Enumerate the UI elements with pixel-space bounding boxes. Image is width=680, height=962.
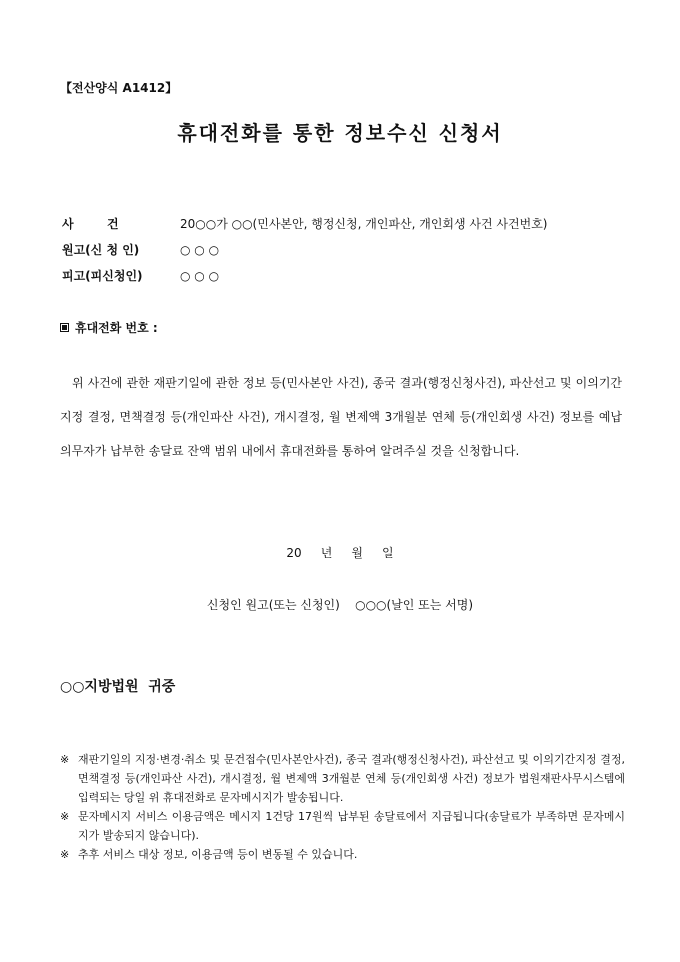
- note-item: [60, 807, 625, 845]
- notes-section: [60, 750, 625, 864]
- application-body: 위 사건에 관한 재판기일에 관한 정보 등(민사본안 사건), 종국 결과(행정신청사건), 파산선고 및 이의기간지정 결정, 면책결정 등(개인파산 사건), 개시결정, 월 변제액 3개월분 연체 등(개인회생 사건) 정보를 예납의무자가 납부한 송달료 잔액 범위 내에서 휴대전화를 통하여 알려주실 것을 신청합니다.: [60, 376, 622, 458]
- court-addressee: ○○지방법원 귀중: [60, 679, 176, 695]
- party-value: ○ ○ ○: [180, 269, 220, 283]
- note-text: 재판기일의 지정·변경·취소 및 문건접수(민사본안사건), 종국 결과(행정신청사건), 파산선고 및 이의기간지정 결정, 면책결정 등(개인파산 사건), 개시결정, 월 변제액 3개월분 연체 등(개인회생 사건) 정보가 법원재판사무시스템에 입력되는 당일 위 휴대전화로 문자메시지가 발송됩니다.: [78, 753, 625, 804]
- note-text: 문자메시지 서비스 이용금액은 메시지 1건당 17원씩 납부된 송달료에서 지급됩니다(송달료가 부족하면 문자메시지가 발송되지 않습니다).: [78, 810, 625, 842]
- phone-number-field: [60, 319, 158, 336]
- reference-mark-icon: ※: [60, 848, 70, 861]
- square-bullet-icon: [60, 323, 69, 332]
- party-label: 피고(피신청인): [62, 269, 143, 283]
- form-code: 【전산양식 A1412】: [60, 81, 178, 95]
- reference-mark-icon: ※: [60, 753, 70, 766]
- parties-section: [62, 214, 547, 292]
- party-label: 원고(신 청 인): [62, 243, 140, 257]
- party-label: 사 건: [62, 217, 119, 231]
- signature-line: 신청인 원고(또는 신청인) ○○○(날인 또는 서명): [206, 598, 474, 612]
- party-row-plaintiff: [62, 240, 547, 266]
- party-row-defendant: [62, 266, 547, 292]
- reference-mark-icon: ※: [60, 810, 70, 823]
- phone-label: 휴대전화 번호 :: [75, 321, 158, 335]
- party-row-case: [62, 214, 547, 240]
- document-title: 휴대전화를 통한 정보수신 신청서: [177, 121, 503, 145]
- date-line: 20 년 월 일: [286, 546, 394, 560]
- note-item: [60, 750, 625, 807]
- party-value: ○ ○ ○: [180, 243, 220, 257]
- note-item: [60, 845, 625, 864]
- party-value: 20○○가 ○○(민사본안, 행정신청, 개인파산, 개인회생 사건 사건번호): [180, 217, 548, 231]
- note-text: 추후 서비스 대상 정보, 이용금액 등이 변동될 수 있습니다.: [78, 848, 358, 861]
